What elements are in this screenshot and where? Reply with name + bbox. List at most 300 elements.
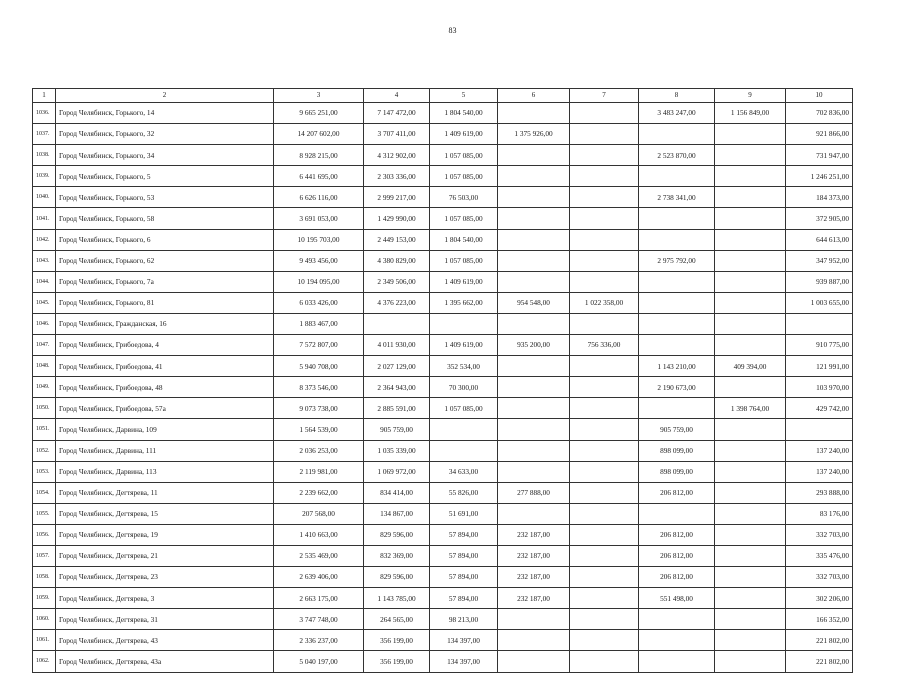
row-number-cell: 1037. (33, 124, 56, 145)
table-row (33, 630, 853, 651)
row-number-cell: 1038. (33, 145, 56, 166)
col-6-cell (498, 271, 570, 292)
col-3-cell: 8 373 546,00 (274, 377, 364, 398)
col-7-cell (570, 166, 639, 187)
row-number-cell: 1050. (33, 398, 56, 419)
col-3-cell: 8 928 215,00 (274, 145, 364, 166)
col-6-cell (498, 651, 570, 672)
address-cell: Город Челябинск, Горького, 58 (56, 208, 274, 229)
col-3-cell: 1 564 539,00 (274, 419, 364, 440)
row-number-cell: 1040. (33, 187, 56, 208)
col-7-cell (570, 440, 639, 461)
col-5-cell: 134 397,00 (430, 630, 498, 651)
col-5-cell (430, 440, 498, 461)
col-8-cell: 2 190 673,00 (639, 377, 715, 398)
col-6-cell: 232 187,00 (498, 567, 570, 588)
row-number-cell: 1043. (33, 250, 56, 271)
col-5-cell: 1 057 085,00 (430, 145, 498, 166)
header-row (33, 89, 853, 103)
row-number-cell: 1044. (33, 271, 56, 292)
table-row (33, 166, 853, 187)
col-10-cell: 221 802,00 (786, 651, 853, 672)
col-10-cell: 166 352,00 (786, 609, 853, 630)
col-5-cell (430, 419, 498, 440)
col-9-cell (715, 145, 786, 166)
address-cell: Город Челябинск, Горького, 5 (56, 166, 274, 187)
col-8-cell: 206 812,00 (639, 545, 715, 566)
col-6-cell (498, 609, 570, 630)
col-9-cell (715, 124, 786, 145)
col-6-cell: 954 548,00 (498, 292, 570, 313)
row-number-cell: 1036. (33, 103, 56, 124)
col-9-cell (715, 567, 786, 588)
address-cell: Город Челябинск, Дегтярева, 21 (56, 545, 274, 566)
col-5-cell: 1 395 662,00 (430, 292, 498, 313)
row-number-cell: 1056. (33, 524, 56, 545)
table-row (33, 567, 853, 588)
col-7-cell (570, 398, 639, 419)
address-cell: Город Челябинск, Дегтярева, 43а (56, 651, 274, 672)
col-10-cell: 372 905,00 (786, 208, 853, 229)
col-4-cell: 356 199,00 (364, 630, 430, 651)
address-cell: Город Челябинск, Дарвина, 109 (56, 419, 274, 440)
col-3-cell: 2 535 469,00 (274, 545, 364, 566)
col-4-cell (364, 313, 430, 334)
col-9-cell (715, 250, 786, 271)
table-row (33, 124, 853, 145)
col-4-cell: 2 027 129,00 (364, 356, 430, 377)
col-6-cell (498, 630, 570, 651)
col-9-cell: 1 156 849,00 (715, 103, 786, 124)
col-5-cell: 57 894,00 (430, 567, 498, 588)
col-9-cell (715, 335, 786, 356)
col-3-cell: 2 239 662,00 (274, 482, 364, 503)
table-row (33, 503, 853, 524)
col-4-cell: 905 759,00 (364, 419, 430, 440)
col-5-cell: 98 213,00 (430, 609, 498, 630)
col-7-cell (570, 482, 639, 503)
col-10-cell (786, 313, 853, 334)
col-9-cell (715, 630, 786, 651)
col-8-cell (639, 503, 715, 524)
col-3-cell: 10 195 703,00 (274, 229, 364, 250)
col-8-cell: 2 523 870,00 (639, 145, 715, 166)
col-7-cell (570, 229, 639, 250)
col-10-cell: 293 888,00 (786, 482, 853, 503)
col-7-cell (570, 524, 639, 545)
col-8-cell (639, 651, 715, 672)
address-cell: Город Челябинск, Дегтярева, 23 (56, 567, 274, 588)
column-header-10: 10 (786, 89, 853, 103)
col-6-cell (498, 356, 570, 377)
col-7-cell (570, 609, 639, 630)
col-7-cell (570, 377, 639, 398)
col-7-cell (570, 103, 639, 124)
col-8-cell (639, 313, 715, 334)
col-8-cell: 2 975 792,00 (639, 250, 715, 271)
address-cell: Город Челябинск, Горького, 7а (56, 271, 274, 292)
col-7-cell (570, 461, 639, 482)
column-header-3: 3 (274, 89, 364, 103)
col-5-cell: 57 894,00 (430, 588, 498, 609)
col-6-cell: 1 375 926,00 (498, 124, 570, 145)
row-number-cell: 1052. (33, 440, 56, 461)
col-4-cell: 832 369,00 (364, 545, 430, 566)
column-header-7: 7 (570, 89, 639, 103)
col-4-cell: 264 565,00 (364, 609, 430, 630)
col-6-cell (498, 250, 570, 271)
col-8-cell: 1 143 210,00 (639, 356, 715, 377)
col-9-cell (715, 166, 786, 187)
col-7-cell: 756 336,00 (570, 335, 639, 356)
col-9-cell (715, 588, 786, 609)
col-5-cell: 51 691,00 (430, 503, 498, 524)
col-7-cell (570, 503, 639, 524)
col-5-cell: 1 057 085,00 (430, 166, 498, 187)
col-6-cell (498, 461, 570, 482)
col-7-cell (570, 419, 639, 440)
col-5-cell: 1 804 540,00 (430, 103, 498, 124)
column-header-2: 2 (56, 89, 274, 103)
row-number-cell: 1060. (33, 609, 56, 630)
col-7-cell (570, 145, 639, 166)
col-4-cell: 829 596,00 (364, 524, 430, 545)
table-row (33, 313, 853, 334)
col-5-cell: 70 300,00 (430, 377, 498, 398)
col-8-cell: 206 812,00 (639, 567, 715, 588)
col-4-cell: 834 414,00 (364, 482, 430, 503)
col-10-cell: 1 246 251,00 (786, 166, 853, 187)
col-8-cell (639, 630, 715, 651)
col-7-cell (570, 567, 639, 588)
col-3-cell: 207 568,00 (274, 503, 364, 524)
table-row (33, 398, 853, 419)
col-4-cell: 1 069 972,00 (364, 461, 430, 482)
address-cell: Город Челябинск, Грибоедова, 57а (56, 398, 274, 419)
col-9-cell (715, 440, 786, 461)
col-10-cell: 347 952,00 (786, 250, 853, 271)
col-3-cell: 10 194 095,00 (274, 271, 364, 292)
col-10-cell: 221 802,00 (786, 630, 853, 651)
row-number-cell: 1039. (33, 166, 56, 187)
col-4-cell: 2 885 591,00 (364, 398, 430, 419)
row-number-cell: 1046. (33, 313, 56, 334)
col-10-cell (786, 419, 853, 440)
col-9-cell (715, 229, 786, 250)
col-8-cell (639, 292, 715, 313)
col-4-cell: 7 147 472,00 (364, 103, 430, 124)
col-9-cell (715, 377, 786, 398)
col-10-cell: 335 476,00 (786, 545, 853, 566)
col-3-cell: 5 940 708,00 (274, 356, 364, 377)
table-row (33, 208, 853, 229)
address-cell: Город Челябинск, Дегтярева, 3 (56, 588, 274, 609)
address-cell: Город Челябинск, Дегтярева, 31 (56, 609, 274, 630)
col-4-cell: 1 143 785,00 (364, 588, 430, 609)
table-row (33, 292, 853, 313)
address-cell: Город Челябинск, Горького, 6 (56, 229, 274, 250)
table-row (33, 419, 853, 440)
col-7-cell (570, 545, 639, 566)
col-8-cell: 905 759,00 (639, 419, 715, 440)
address-cell: Город Челябинск, Горького, 62 (56, 250, 274, 271)
col-9-cell (715, 313, 786, 334)
table-row (33, 482, 853, 503)
col-8-cell: 551 498,00 (639, 588, 715, 609)
row-number-cell: 1061. (33, 630, 56, 651)
address-cell: Город Челябинск, Дегтярева, 19 (56, 524, 274, 545)
col-10-cell: 302 206,00 (786, 588, 853, 609)
row-number-cell: 1049. (33, 377, 56, 398)
col-8-cell (639, 335, 715, 356)
col-3-cell: 1 410 663,00 (274, 524, 364, 545)
col-5-cell: 55 826,00 (430, 482, 498, 503)
col-7-cell (570, 313, 639, 334)
address-cell: Город Челябинск, Дегтярева, 11 (56, 482, 274, 503)
column-header-6: 6 (498, 89, 570, 103)
col-6-cell: 232 187,00 (498, 588, 570, 609)
col-3-cell: 3 691 053,00 (274, 208, 364, 229)
address-cell: Город Челябинск, Гражданская, 16 (56, 313, 274, 334)
col-4-cell: 4 312 902,00 (364, 145, 430, 166)
col-8-cell (639, 398, 715, 419)
col-9-cell (715, 208, 786, 229)
col-10-cell: 910 775,00 (786, 335, 853, 356)
col-5-cell: 34 633,00 (430, 461, 498, 482)
col-10-cell: 332 703,00 (786, 567, 853, 588)
col-9-cell (715, 609, 786, 630)
col-6-cell (498, 377, 570, 398)
table-row (33, 588, 853, 609)
col-3-cell: 2 663 175,00 (274, 588, 364, 609)
col-9-cell (715, 461, 786, 482)
col-3-cell: 6 626 116,00 (274, 187, 364, 208)
col-4-cell: 4 380 829,00 (364, 250, 430, 271)
col-7-cell (570, 271, 639, 292)
col-4-cell: 1 035 339,00 (364, 440, 430, 461)
col-10-cell: 939 887,00 (786, 271, 853, 292)
col-10-cell: 429 742,00 (786, 398, 853, 419)
address-cell: Город Челябинск, Дегтярева, 43 (56, 630, 274, 651)
address-cell: Город Челябинск, Дарвина, 113 (56, 461, 274, 482)
col-6-cell (498, 440, 570, 461)
address-cell: Город Челябинск, Дегтярева, 15 (56, 503, 274, 524)
row-number-cell: 1058. (33, 567, 56, 588)
table-row (33, 377, 853, 398)
col-4-cell: 829 596,00 (364, 567, 430, 588)
col-7-cell (570, 356, 639, 377)
col-5-cell: 1 804 540,00 (430, 229, 498, 250)
col-7-cell (570, 630, 639, 651)
table-row (33, 609, 853, 630)
col-3-cell: 9 665 251,00 (274, 103, 364, 124)
row-number-cell: 1055. (33, 503, 56, 524)
col-6-cell (498, 166, 570, 187)
col-3-cell: 6 033 426,00 (274, 292, 364, 313)
col-8-cell (639, 166, 715, 187)
col-7-cell (570, 588, 639, 609)
col-5-cell: 1 057 085,00 (430, 208, 498, 229)
row-number-cell: 1057. (33, 545, 56, 566)
table-row (33, 356, 853, 377)
row-number-cell: 1053. (33, 461, 56, 482)
column-header-8: 8 (639, 89, 715, 103)
table-row (33, 103, 853, 124)
col-3-cell: 2 036 253,00 (274, 440, 364, 461)
address-cell: Город Челябинск, Грибоедова, 41 (56, 356, 274, 377)
col-9-cell: 1 398 764,00 (715, 398, 786, 419)
col-10-cell: 137 240,00 (786, 440, 853, 461)
col-4-cell: 2 349 506,00 (364, 271, 430, 292)
housing-repair-table (32, 88, 853, 673)
page-number: 83 (448, 26, 457, 35)
col-4-cell: 2 303 336,00 (364, 166, 430, 187)
row-number-cell: 1041. (33, 208, 56, 229)
col-8-cell (639, 271, 715, 292)
col-9-cell (715, 292, 786, 313)
col-7-cell (570, 187, 639, 208)
col-3-cell: 1 883 467,00 (274, 313, 364, 334)
table-row (33, 229, 853, 250)
col-7-cell (570, 250, 639, 271)
col-5-cell: 352 534,00 (430, 356, 498, 377)
address-cell: Город Челябинск, Горького, 34 (56, 145, 274, 166)
table-row (33, 335, 853, 356)
col-5-cell: 1 057 085,00 (430, 250, 498, 271)
col-10-cell: 83 176,00 (786, 503, 853, 524)
col-8-cell (639, 609, 715, 630)
col-9-cell (715, 545, 786, 566)
col-3-cell: 2 639 406,00 (274, 567, 364, 588)
col-8-cell: 898 099,00 (639, 440, 715, 461)
col-5-cell: 1 409 619,00 (430, 124, 498, 145)
address-cell: Город Челябинск, Дарвина, 111 (56, 440, 274, 461)
col-4-cell: 2 999 217,00 (364, 187, 430, 208)
col-6-cell: 277 888,00 (498, 482, 570, 503)
col-6-cell (498, 229, 570, 250)
table-row (33, 250, 853, 271)
col-10-cell: 103 970,00 (786, 377, 853, 398)
col-9-cell (715, 419, 786, 440)
col-8-cell: 3 483 247,00 (639, 103, 715, 124)
col-4-cell: 356 199,00 (364, 651, 430, 672)
row-number-cell: 1051. (33, 419, 56, 440)
col-9-cell: 409 394,00 (715, 356, 786, 377)
col-10-cell: 644 613,00 (786, 229, 853, 250)
address-cell: Город Челябинск, Грибоедова, 48 (56, 377, 274, 398)
col-10-cell: 921 866,00 (786, 124, 853, 145)
col-6-cell (498, 103, 570, 124)
col-3-cell: 9 493 456,00 (274, 250, 364, 271)
col-10-cell: 121 991,00 (786, 356, 853, 377)
col-6-cell (498, 419, 570, 440)
col-3-cell: 2 119 981,00 (274, 461, 364, 482)
col-8-cell: 2 738 341,00 (639, 187, 715, 208)
table-row (33, 187, 853, 208)
address-cell: Город Челябинск, Грибоедова, 4 (56, 335, 274, 356)
row-number-cell: 1062. (33, 651, 56, 672)
row-number-cell: 1054. (33, 482, 56, 503)
row-number-cell: 1048. (33, 356, 56, 377)
table-row (33, 145, 853, 166)
table-row (33, 271, 853, 292)
col-4-cell: 4 376 223,00 (364, 292, 430, 313)
col-5-cell (430, 313, 498, 334)
table-row (33, 524, 853, 545)
col-3-cell: 2 336 237,00 (274, 630, 364, 651)
col-3-cell: 5 040 197,00 (274, 651, 364, 672)
col-7-cell (570, 208, 639, 229)
col-5-cell: 1 409 619,00 (430, 271, 498, 292)
col-4-cell: 2 364 943,00 (364, 377, 430, 398)
table-body (33, 103, 853, 673)
col-8-cell (639, 208, 715, 229)
col-3-cell: 6 441 695,00 (274, 166, 364, 187)
col-8-cell: 898 099,00 (639, 461, 715, 482)
table-row (33, 651, 853, 672)
col-9-cell (715, 503, 786, 524)
col-10-cell: 332 703,00 (786, 524, 853, 545)
col-5-cell: 134 397,00 (430, 651, 498, 672)
col-4-cell: 3 707 411,00 (364, 124, 430, 145)
col-8-cell (639, 229, 715, 250)
col-6-cell (498, 313, 570, 334)
col-4-cell: 4 011 930,00 (364, 335, 430, 356)
row-number-cell: 1045. (33, 292, 56, 313)
address-cell: Город Челябинск, Горького, 81 (56, 292, 274, 313)
table-row (33, 545, 853, 566)
col-7-cell: 1 022 358,00 (570, 292, 639, 313)
col-6-cell (498, 398, 570, 419)
table-row (33, 440, 853, 461)
col-6-cell (498, 187, 570, 208)
col-5-cell: 1 057 085,00 (430, 398, 498, 419)
col-3-cell: 3 747 748,00 (274, 609, 364, 630)
col-5-cell: 57 894,00 (430, 524, 498, 545)
col-6-cell: 232 187,00 (498, 545, 570, 566)
address-cell: Город Челябинск, Горького, 14 (56, 103, 274, 124)
col-8-cell: 206 812,00 (639, 482, 715, 503)
row-number-cell: 1059. (33, 588, 56, 609)
col-9-cell (715, 524, 786, 545)
col-9-cell (715, 651, 786, 672)
row-number-cell: 1042. (33, 229, 56, 250)
col-8-cell: 206 812,00 (639, 524, 715, 545)
address-cell: Город Челябинск, Горького, 32 (56, 124, 274, 145)
col-10-cell: 137 240,00 (786, 461, 853, 482)
col-6-cell (498, 503, 570, 524)
col-9-cell (715, 271, 786, 292)
col-3-cell: 7 572 807,00 (274, 335, 364, 356)
col-6-cell: 935 200,00 (498, 335, 570, 356)
column-header-4: 4 (364, 89, 430, 103)
col-4-cell: 1 429 990,00 (364, 208, 430, 229)
col-3-cell: 14 207 602,00 (274, 124, 364, 145)
col-4-cell: 134 867,00 (364, 503, 430, 524)
col-4-cell: 2 449 153,00 (364, 229, 430, 250)
col-3-cell: 9 073 738,00 (274, 398, 364, 419)
column-header-1: 1 (33, 89, 56, 103)
col-10-cell: 702 836,00 (786, 103, 853, 124)
col-5-cell: 1 409 619,00 (430, 335, 498, 356)
column-header-5: 5 (430, 89, 498, 103)
table-row (33, 461, 853, 482)
col-10-cell: 184 373,00 (786, 187, 853, 208)
col-6-cell (498, 145, 570, 166)
address-cell: Город Челябинск, Горького, 53 (56, 187, 274, 208)
col-6-cell: 232 187,00 (498, 524, 570, 545)
col-8-cell (639, 124, 715, 145)
